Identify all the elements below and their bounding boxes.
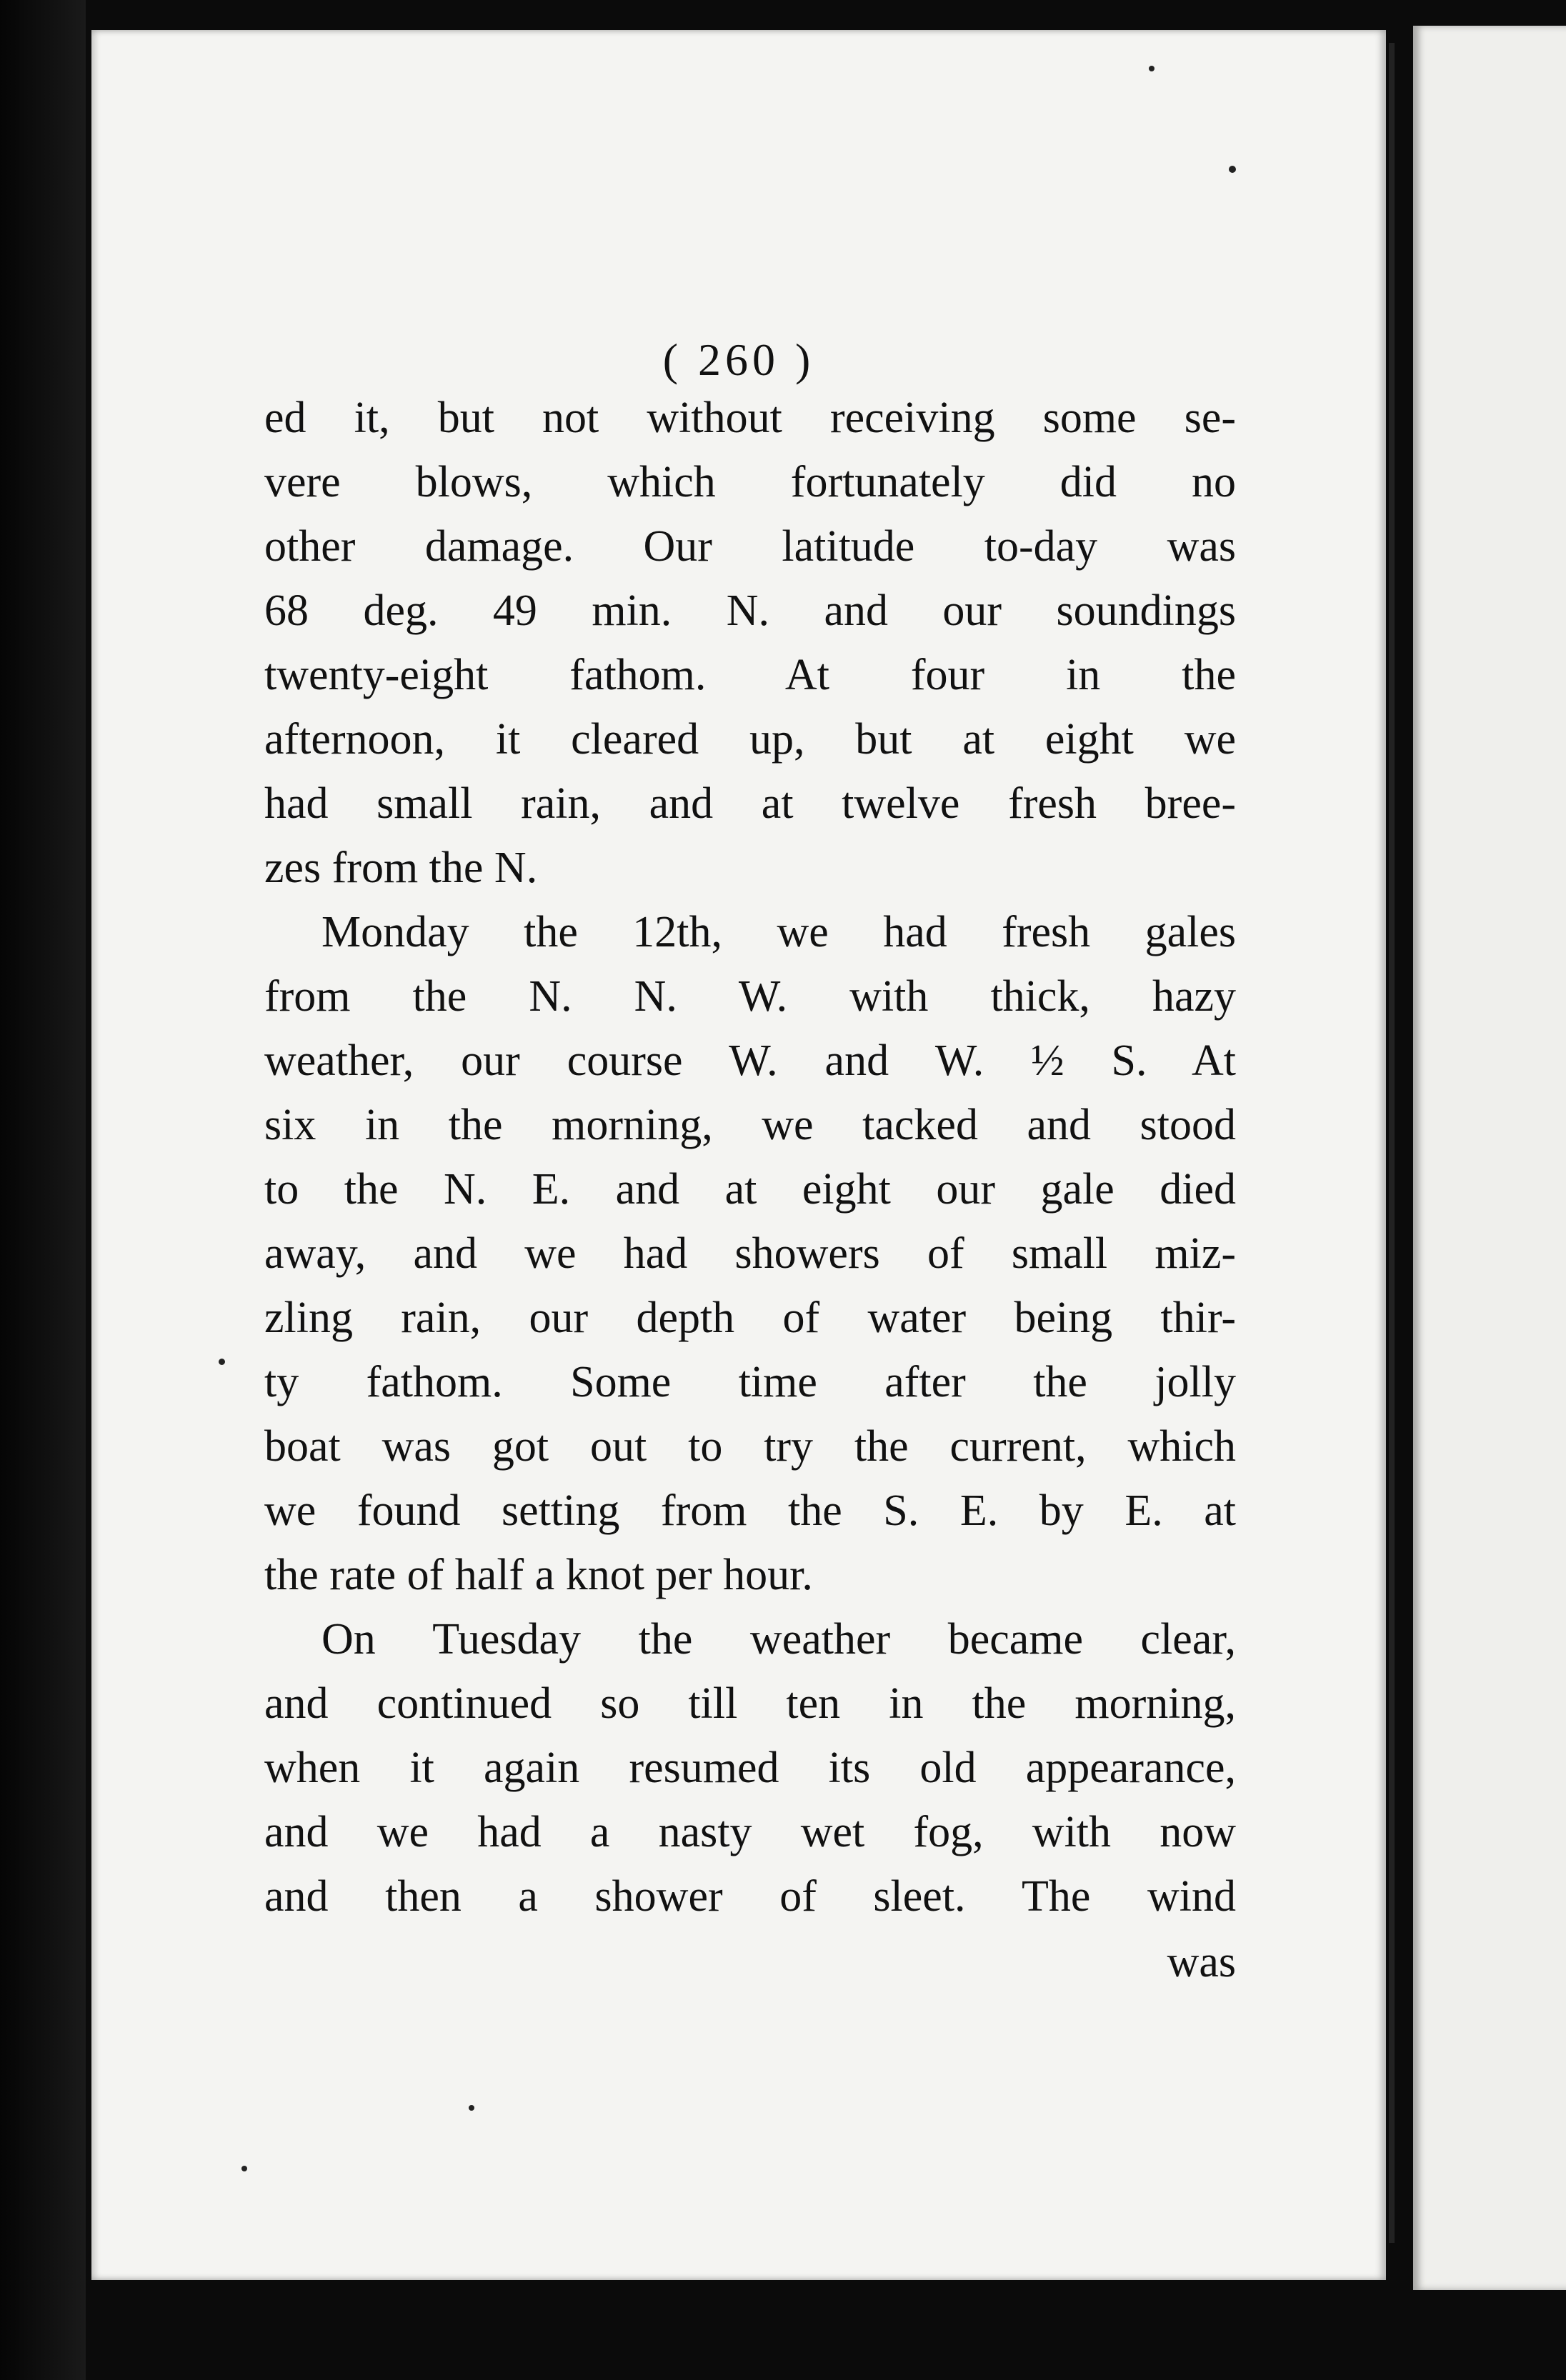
text-line: and continued so till ten in the morning, (264, 1679, 1236, 1728)
ink-speck (241, 2166, 247, 2171)
catchword-row (264, 1937, 1236, 2001)
ink-speck (219, 1359, 225, 1365)
text-line: zes from the N. (264, 844, 538, 892)
text-line: weather, our course W. and W. ½ S. At (264, 1036, 1236, 1085)
text-line: twenty-eight fathom. At four in the (264, 651, 1236, 699)
book-spine (0, 0, 86, 2380)
text-line: from the N. N. W. with thick, hazy (264, 972, 1236, 1021)
text-line: the rate of half a knot per hour. (264, 1551, 813, 1599)
text-line: On Tuesday the weather became clear, (321, 1615, 1236, 1664)
text-line: zling rain, our depth of water being thir- (264, 1294, 1236, 1342)
text-line: we found setting from the S. E. by E. at (264, 1486, 1236, 1535)
text-line: away, and we had showers of small miz- (264, 1229, 1236, 1278)
page-number: ( 260 ) (662, 334, 815, 385)
text-line: six in the morning, we tacked and stood (264, 1101, 1236, 1149)
text-line: vere blows, which fortunately did no (264, 458, 1236, 506)
page-gutter (1389, 43, 1395, 2243)
text-line: ty fathom. Some time after the jolly (264, 1358, 1236, 1406)
text-line: Monday the 12th, we had fresh gales (321, 908, 1236, 956)
facing-page-edge (1413, 26, 1566, 2290)
text-line: and we had a nasty wet fog, with now (264, 1808, 1236, 1856)
text-line: ed it, but not without receiving some se- (264, 394, 1236, 442)
ink-speck (1149, 66, 1154, 71)
ink-speck (469, 2105, 474, 2111)
text-line: afternoon, it cleared up, but at eight we (264, 715, 1236, 764)
text-line: boat was got out to try the current, which (264, 1422, 1236, 1471)
body-text (264, 386, 1236, 1929)
text-line: and then a shower of sleet. The wind (264, 1872, 1236, 1921)
text-line: when it again resumed its old appearance, (264, 1744, 1236, 1792)
catchword: was (1167, 1938, 1236, 1986)
text-line: to the N. E. and at eight our gale died (264, 1165, 1236, 1214)
ink-speck (1229, 166, 1236, 173)
text-line: had small rain, and at twelve fresh bree- (264, 779, 1236, 828)
text-line: 68 deg. 49 min. N. and our soundings (264, 586, 1236, 635)
text-line: other damage. Our latitude to-day was (264, 522, 1236, 571)
